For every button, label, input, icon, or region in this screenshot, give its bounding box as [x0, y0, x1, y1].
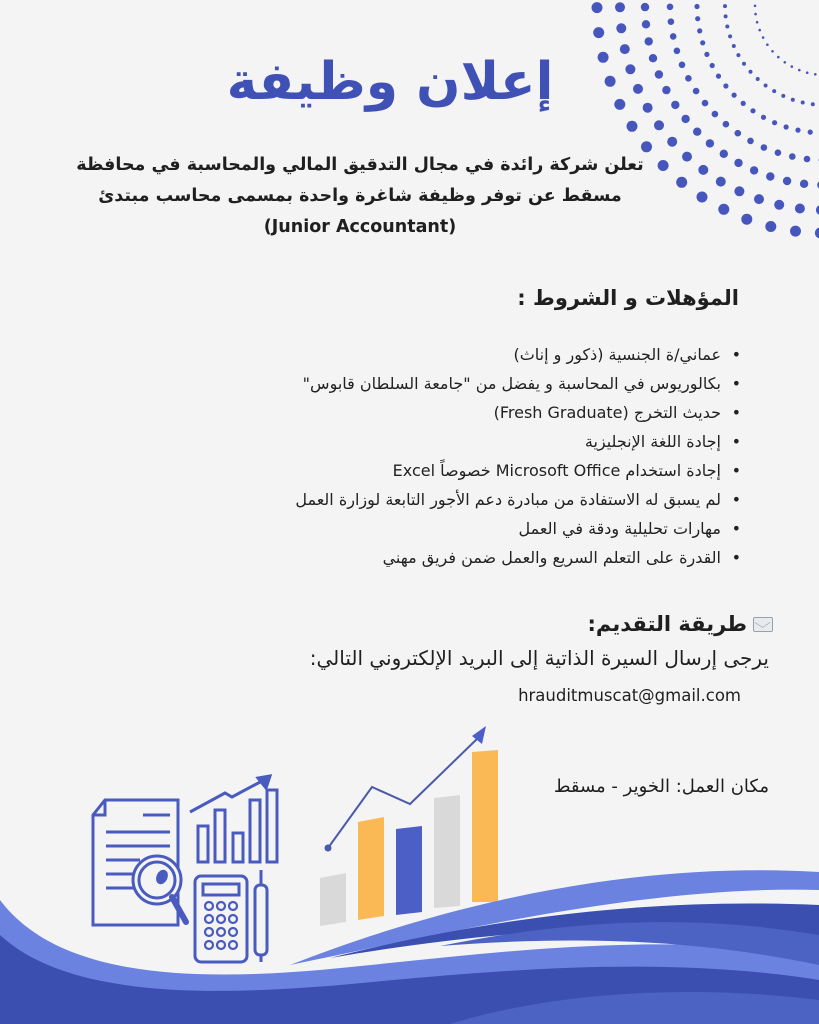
job-title-english: (Junior Accountant) — [263, 217, 457, 237]
envelope-icon — [753, 617, 773, 632]
bar-chart-icon — [190, 776, 277, 862]
page-title: إعلان وظيفة — [226, 52, 554, 112]
qualification-item: • إجادة استخدام Microsoft Office خصوصاً Excel — [141, 456, 741, 485]
qualification-item: • مهارات تحليلية ودقة في العمل — [141, 514, 741, 543]
apply-heading: طريقة التقديم: — [587, 612, 747, 636]
intro-paragraph — [60, 150, 660, 243]
qualification-item: • القدرة على التعلم السريع والعمل ضمن فريق مهني — [141, 543, 741, 572]
office-icons-illustration — [93, 776, 277, 962]
qualifications-list — [141, 340, 741, 572]
growth-chart-illustration — [320, 726, 498, 926]
contact-email[interactable]: hrauditmuscat@gmail.com — [518, 686, 741, 705]
apply-heading-row — [587, 612, 773, 636]
qualification-item: • لم يسبق له الاستفادة من مبادرة دعم الأجور التابعة لوزارة العمل — [141, 485, 741, 514]
intro-line: مسقط عن توفر وظيفة شاغرة واحدة بمسمى محاسب مبتدئ — [98, 186, 622, 206]
qualification-item: • حديث التخرج (Fresh Graduate) — [141, 398, 741, 427]
pen-icon — [255, 870, 267, 962]
apply-instruction: يرجى إرسال السيرة الذاتية إلى البريد الإلكتروني التالي: — [309, 646, 769, 670]
qualification-item: • بكالوريوس في المحاسبة و يفضل من "جامعة السلطان قابوس" — [141, 369, 741, 398]
qualifications-heading: المؤهلات و الشروط : — [517, 286, 739, 310]
work-location: مكان العمل: الخوير - مسقط — [553, 776, 769, 797]
qualification-item: • إجادة اللغة الإنجليزية — [141, 427, 741, 456]
intro-line: تعلن شركة رائدة في مجال التدقيق المالي والمحاسبة في محافظة — [76, 155, 644, 175]
qualification-item: • عماني/ة الجنسية (ذكور و إناث) — [141, 340, 741, 369]
